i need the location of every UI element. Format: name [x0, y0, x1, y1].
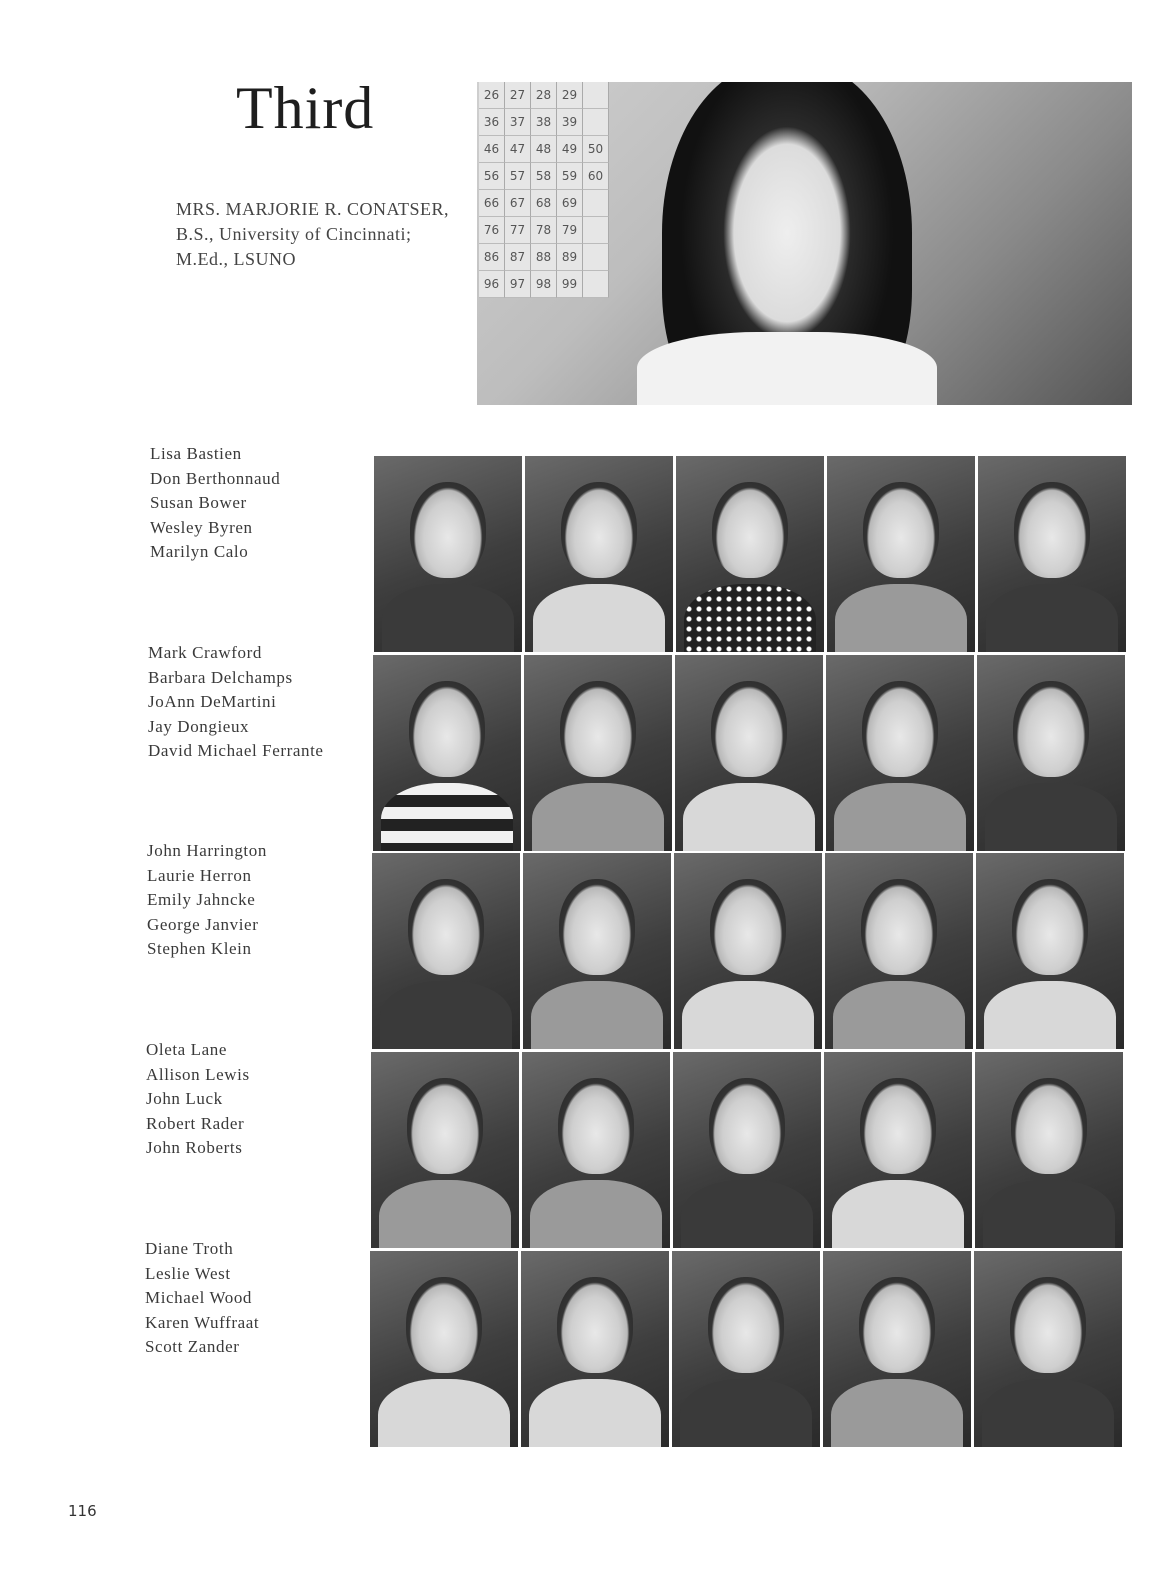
teacher-degree-bs: B.S., University of Cincinnati;: [176, 224, 412, 244]
student-name: Allison Lewis: [146, 1064, 250, 1084]
student-portrait: [372, 853, 520, 1049]
photo-row-5: [370, 1251, 1122, 1447]
chart-number: 69: [557, 190, 583, 217]
student-name: Leslie West: [145, 1263, 231, 1283]
name-list-row-5: [145, 1237, 259, 1360]
chart-number: 89: [557, 244, 583, 271]
student-name: Marilyn Calo: [150, 542, 249, 562]
teacher-photo: [477, 82, 1132, 405]
chart-number: 97: [505, 271, 531, 298]
chart-number: 57: [505, 163, 531, 190]
chart-number: 36: [479, 109, 505, 136]
student-portrait: [974, 1251, 1122, 1447]
student-name: Oleta Lane: [146, 1040, 228, 1059]
photo-row-2: [373, 655, 1125, 851]
student-portrait: [522, 1052, 670, 1248]
student-portrait: [521, 1251, 669, 1447]
student-portrait: [976, 853, 1124, 1049]
student-portrait: [525, 456, 673, 652]
chart-number: 47: [505, 136, 531, 163]
chart-number: [583, 82, 609, 109]
chart-number: 77: [505, 217, 531, 244]
chart-number: 98: [531, 271, 557, 298]
chart-number: 27: [505, 82, 531, 109]
chart-number: 79: [557, 217, 583, 244]
student-name: Diane Troth: [145, 1239, 234, 1258]
student-name: JoAnn DeMartini: [148, 692, 277, 712]
student-name: Don Berthonnaud: [150, 468, 281, 488]
photo-row-3: [372, 853, 1124, 1049]
student-name: David Michael Ferrante: [148, 741, 324, 761]
name-list-row-1: [150, 442, 280, 565]
student-portrait: [975, 1052, 1123, 1248]
student-portrait: [370, 1251, 518, 1447]
chart-number: 68: [531, 190, 557, 217]
student-portrait: [374, 456, 522, 652]
student-name: John Harrington: [147, 841, 267, 860]
student-name: Susan Bower: [150, 493, 247, 513]
student-name: John Luck: [146, 1089, 223, 1109]
name-list-row-2: [148, 641, 324, 764]
chart-number: 29: [557, 82, 583, 109]
chart-number: 88: [531, 244, 557, 271]
chart-number: 50: [583, 136, 609, 163]
chart-number: 76: [479, 217, 505, 244]
chart-number: 66: [479, 190, 505, 217]
page-number: 116: [68, 1502, 97, 1520]
teacher-name: MRS. MARJORIE R. CONATSER,: [176, 199, 450, 219]
student-portrait: [826, 655, 974, 851]
student-portrait: [674, 853, 822, 1049]
chart-number: 49: [557, 136, 583, 163]
student-name: Scott Zander: [145, 1337, 240, 1357]
photo-row-1: [374, 456, 1126, 652]
student-portrait: [524, 655, 672, 851]
photo-row-4: [371, 1052, 1123, 1248]
chart-number: [583, 217, 609, 244]
chart-number: 60: [583, 163, 609, 190]
chart-number: 78: [531, 217, 557, 244]
student-name: Michael Wood: [145, 1288, 253, 1308]
chart-number: 96: [479, 271, 505, 298]
teacher-caption: [176, 197, 449, 272]
teacher-blouse: [637, 332, 937, 405]
student-portrait: [672, 1251, 820, 1447]
student-portrait: [824, 1052, 972, 1248]
student-portrait: [977, 655, 1125, 851]
hundreds-chart: [479, 82, 609, 298]
chart-number: [583, 244, 609, 271]
chart-number: [583, 271, 609, 298]
student-name: Wesley Byren: [150, 517, 253, 537]
student-name: Mark Crawford: [148, 643, 263, 662]
student-name: George Janvier: [147, 914, 259, 934]
student-portrait: [373, 655, 521, 851]
chart-number: 46: [479, 136, 505, 163]
student-name: Emily Jahncke: [147, 890, 256, 910]
student-portrait: [827, 456, 975, 652]
student-name: Laurie Herron: [147, 865, 252, 885]
chart-number: 38: [531, 109, 557, 136]
student-name: Robert Rader: [146, 1113, 245, 1133]
student-portrait: [676, 456, 824, 652]
student-name: Stephen Klein: [147, 939, 252, 959]
chart-number: 26: [479, 82, 505, 109]
student-name: John Roberts: [146, 1138, 243, 1158]
chart-number: 48: [531, 136, 557, 163]
chart-number: 58: [531, 163, 557, 190]
page-title: Third: [236, 75, 375, 141]
name-list-row-4: [146, 1038, 250, 1161]
chart-number: 56: [479, 163, 505, 190]
teacher-degree-med: M.Ed., LSUNO: [176, 249, 297, 269]
chart-number: 28: [531, 82, 557, 109]
chart-number: [583, 109, 609, 136]
chart-number: 67: [505, 190, 531, 217]
chart-number: 87: [505, 244, 531, 271]
chart-number: 86: [479, 244, 505, 271]
student-name: Karen Wuffraat: [145, 1312, 260, 1332]
student-portrait: [978, 456, 1126, 652]
student-portrait: [675, 655, 823, 851]
student-name: Lisa Bastien: [150, 444, 242, 463]
student-name: Jay Dongieux: [148, 716, 250, 736]
student-portrait: [371, 1052, 519, 1248]
chart-number: 59: [557, 163, 583, 190]
name-list-row-3: [147, 839, 267, 962]
chart-number: 37: [505, 109, 531, 136]
chart-number: [583, 190, 609, 217]
student-portrait: [673, 1052, 821, 1248]
student-portrait: [825, 853, 973, 1049]
student-name: Barbara Delchamps: [148, 667, 293, 687]
student-portrait: [823, 1251, 971, 1447]
chart-number: 39: [557, 109, 583, 136]
chart-number: 99: [557, 271, 583, 298]
student-portrait: [523, 853, 671, 1049]
